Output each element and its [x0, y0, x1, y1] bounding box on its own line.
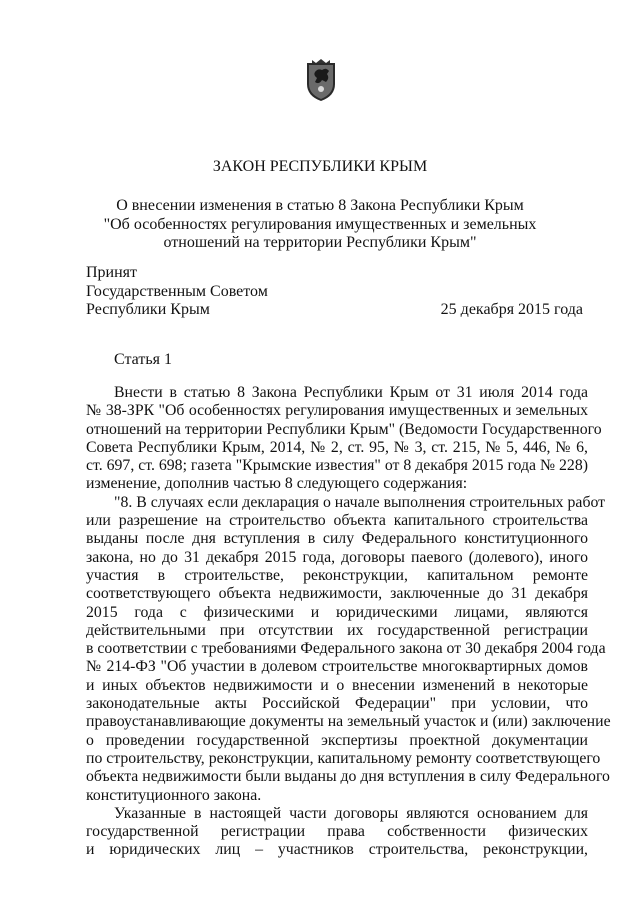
- body-line: государственной регистрации права собственности физических: [86, 823, 588, 841]
- body-line: о проведении государственной экспертизы проектной документации: [86, 731, 588, 749]
- body-line: по строительству, реконструкции, капитальному ремонту соответствующего: [86, 749, 601, 767]
- body-line: действительными при отсутствии их государственной регистрации: [86, 621, 588, 639]
- adoption-line: Принят: [86, 264, 138, 281]
- body-line: выданы после дня вступления в силу Федерального конституционного: [86, 530, 588, 548]
- adoption-date: 25 декабря 2015 года: [440, 301, 583, 318]
- body-line: Внести в статью 8 Закона Республики Крым от 31 июля 2014 года: [114, 384, 588, 401]
- adoption-block: [86, 264, 268, 320]
- body-line: объекта недвижимости были выданы до дня вступления в силу Федерального: [86, 768, 610, 786]
- body-line: ст. 697, ст. 698; газета "Крымские известия" от 8 декабря 2015 года № 228): [86, 457, 588, 475]
- subtitle-line: О внесении изменения в статью 8 Закона Республики Крым: [116, 197, 524, 214]
- body-line: и юридических лиц – участников строительства, реконструкции,: [86, 841, 588, 859]
- body-line: закона, но до 31 декабря 2015 года, договоры паевого (долевого), иного: [86, 548, 588, 566]
- article-heading: Статья 1: [114, 351, 172, 368]
- body-line: и иных объектов недвижимости и о внесении изменений в некоторые: [86, 676, 588, 694]
- adoption-line: Государственным Советом: [86, 282, 268, 300]
- body-line: законодательные акты Российской Федерации" при условии, что: [86, 695, 588, 713]
- body-line: изменение, дополнив частью 8 следующего содержания:: [86, 475, 468, 493]
- body-line: 2015 года с физическими и юридическими лицами, являются: [86, 603, 588, 621]
- body-line: соответствующего объекта недвижимости, заключенные до 31 декабря: [86, 585, 588, 603]
- body-line: или разрешение на строительство объекта капитального строительства: [86, 512, 588, 530]
- subtitle-line: отношений на территории Республики Крым": [163, 234, 477, 251]
- adoption-line: Республики Крым: [86, 301, 210, 318]
- body-line: "8. В случаях если декларация о начале выполнения строительных работ: [114, 493, 606, 511]
- document-subtitle: [0, 197, 640, 253]
- coat-of-arms-emblem: [304, 58, 338, 102]
- body-line: в соответствии с требованиями Федерального закона от 30 декабря 2004 года: [86, 640, 606, 658]
- subtitle-line: "Об особенностях регулирования имущественных и земельных: [103, 215, 537, 233]
- body-line: конституционного закона.: [86, 786, 262, 804]
- body-line: отношений на территории Республики Крым" (Ведомости Государственного: [86, 420, 602, 438]
- body-line: Указанные в настоящей части договоры являются основанием для: [114, 804, 588, 822]
- body-line: Совета Республики Крым, 2014, № 2, ст. 95, № 3, ст. 215, № 5, 446, № 6,: [86, 438, 588, 456]
- body-line: участия в строительстве, реконструкции, капитальном ремонте: [86, 566, 588, 584]
- body-line: правоустанавливающие документы на земельный участок и (или) заключение: [86, 713, 611, 731]
- body-line: № 38-ЗРК "Об особенностях регулирования имущественных и земельных: [86, 402, 588, 420]
- article-body: [86, 384, 611, 860]
- body-line: № 214-ФЗ "Об участии в долевом строительстве многоквартирных домов: [86, 658, 588, 676]
- document-title: ЗАКОН РЕСПУБЛИКИ КРЫМ: [212, 158, 428, 175]
